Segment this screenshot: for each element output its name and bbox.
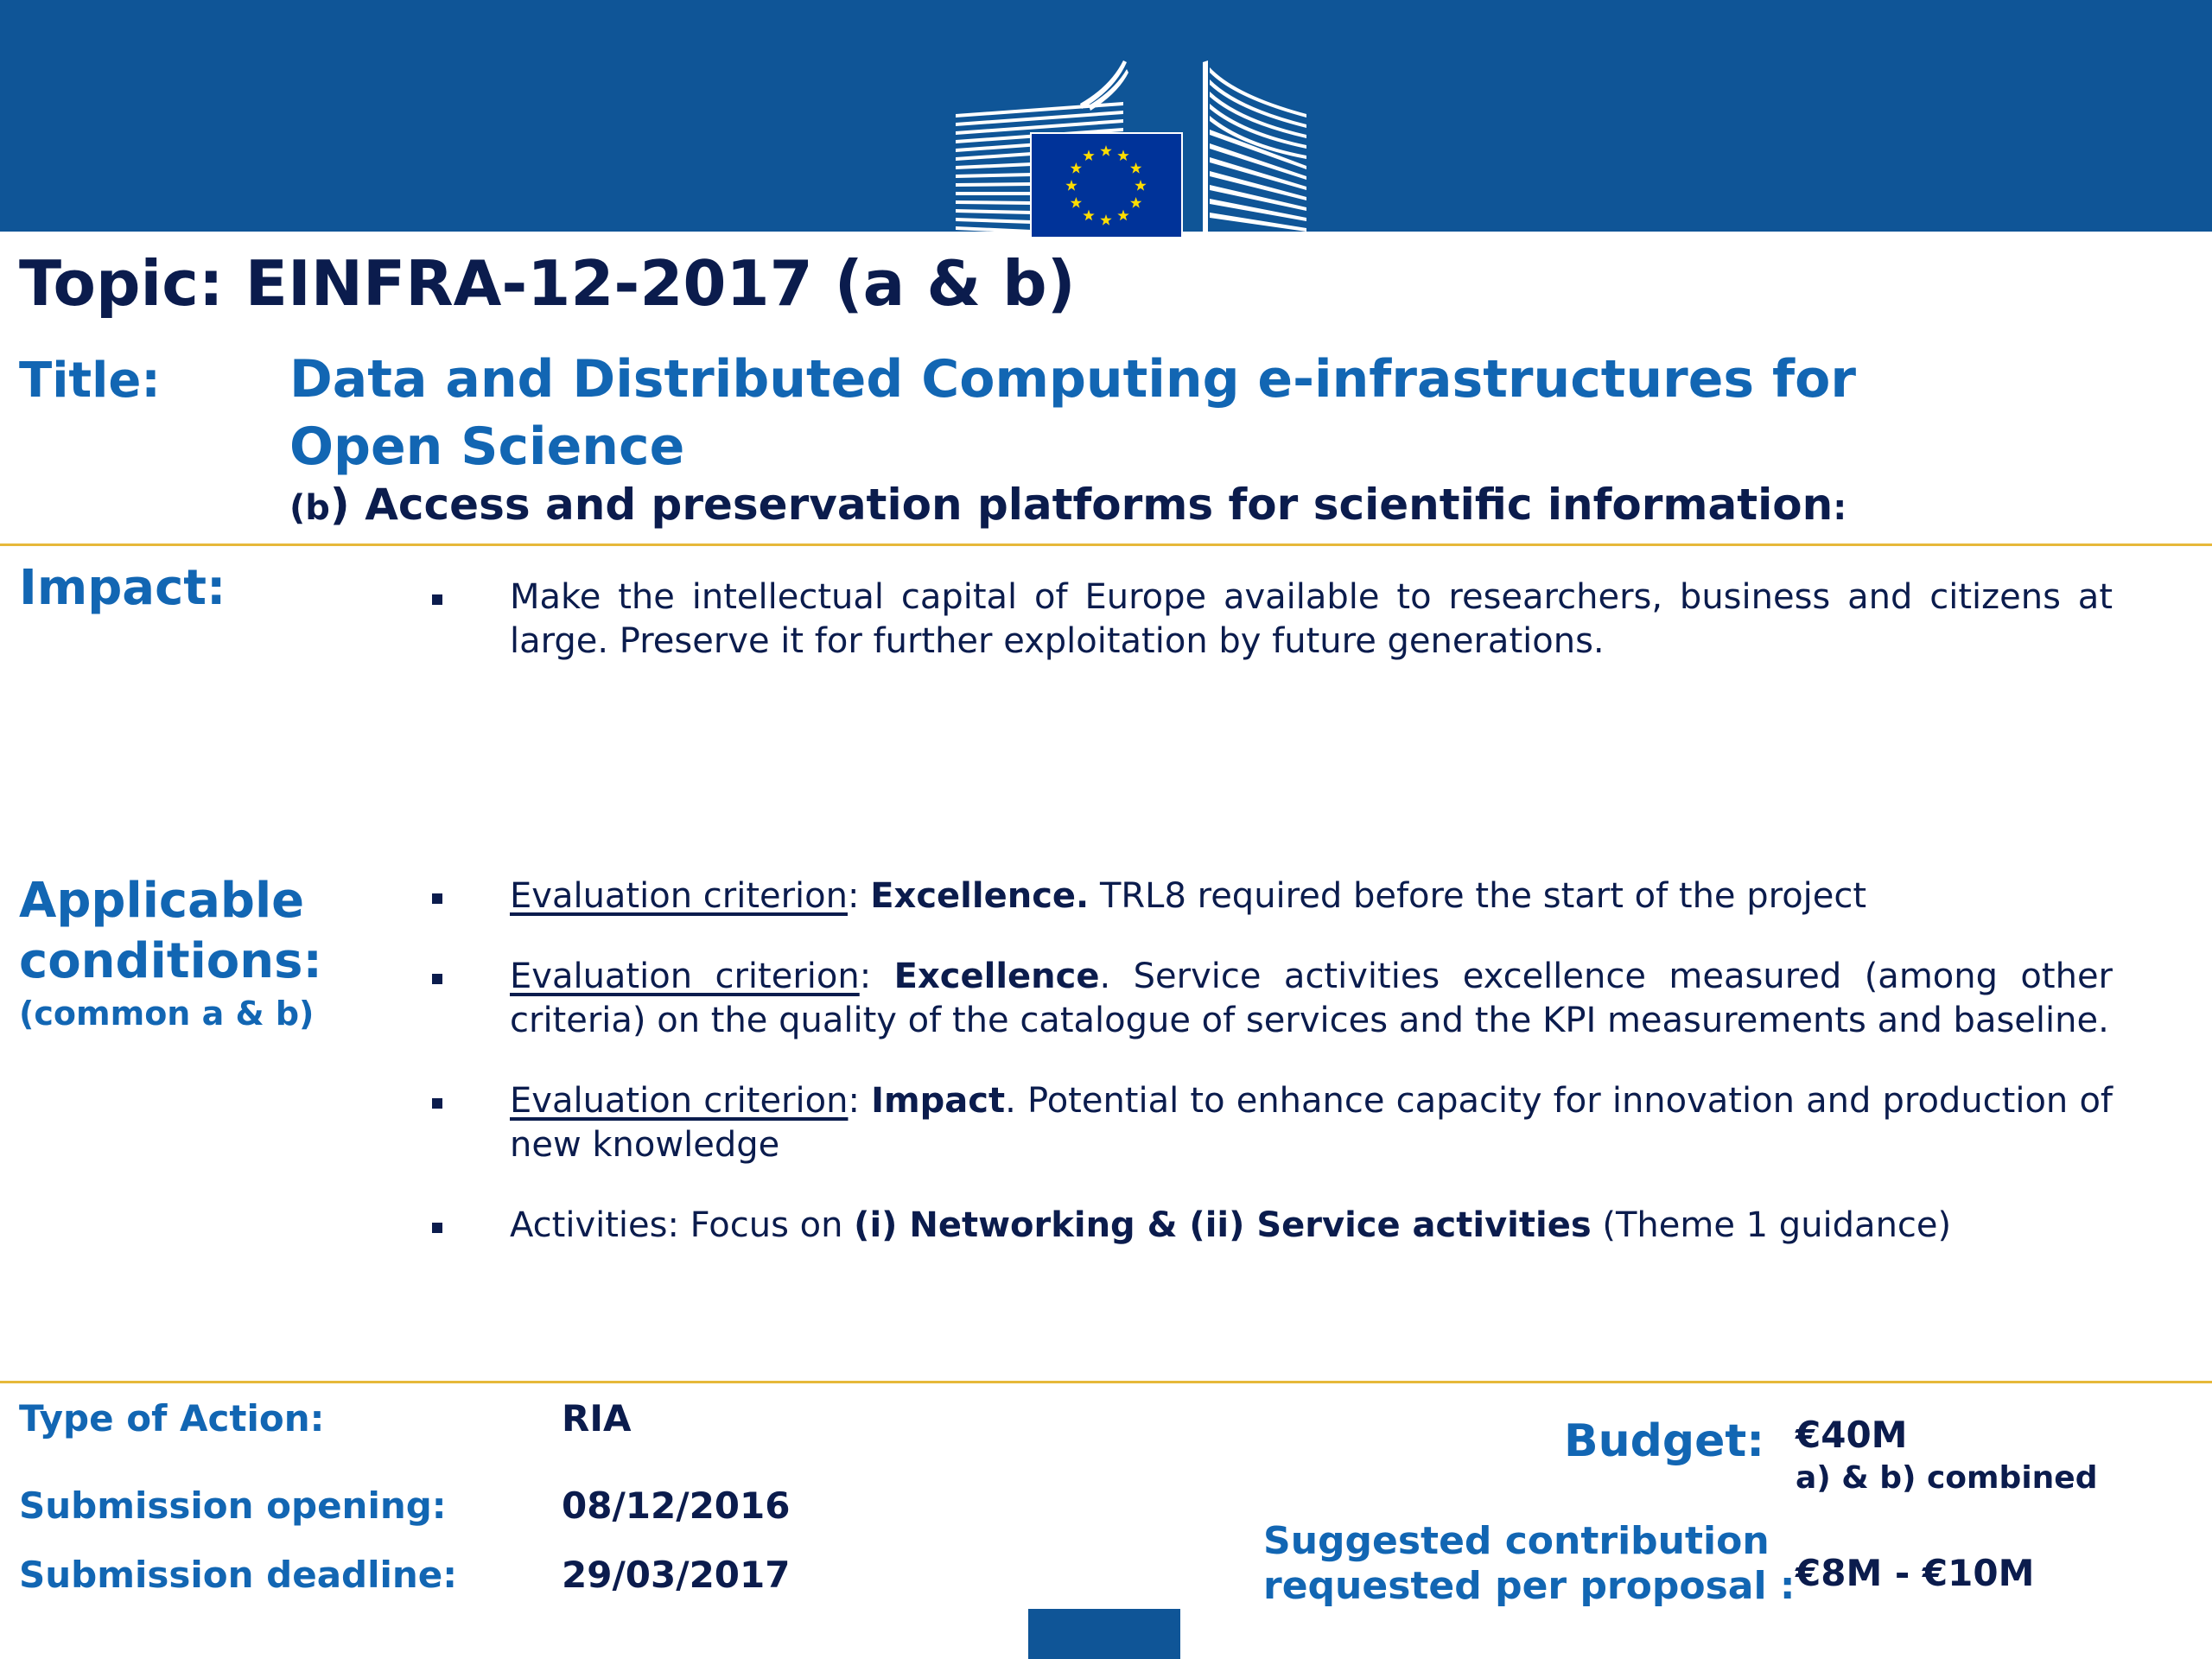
submission-deadline-value: 29/03/2017 [562, 1554, 791, 1596]
type-of-action-value: RIA [562, 1397, 632, 1440]
condition-bullet-activities [510, 1204, 2113, 1248]
criterion-text: . Potential to enhance capacity for innovation and production of new knowledge [510, 1081, 2113, 1165]
conditions-sublabel: (common a & b) [19, 995, 315, 1033]
activities-prefix: Activities: Focus on [510, 1205, 855, 1245]
title-text: Data and Distributed Computing e-infrastructures for Open Science [289, 349, 1856, 477]
subtitle-text: Access and preservation platforms for scientific information [349, 480, 1834, 530]
subtitle-colon: : [1833, 488, 1847, 528]
footer-tab [1028, 1609, 1180, 1659]
title-label: Title: [19, 353, 161, 409]
condition-bullet-impact [510, 1079, 2113, 1167]
condition-bullet-excellence-service [510, 955, 2113, 1043]
subtitle [289, 480, 1847, 530]
conditions-label-text: Applicable conditions: [19, 873, 322, 989]
impact-list [510, 575, 2113, 700]
conditions-label [19, 871, 382, 1035]
criterion-name: Excellence. [870, 876, 1090, 916]
activities-note: (Theme 1 guidance) [1591, 1205, 1952, 1245]
european-commission-logo [950, 60, 1313, 238]
suggested-label-line1: Suggested contribution [1263, 1519, 1770, 1563]
suggested-contribution-value: €8M - €10M [1796, 1552, 2035, 1594]
impact-bullet: Make the intellectual capital of Europe available to researchers, business and citizens at large. Preserve it for further exploitation by future generations. [510, 575, 2113, 664]
separator: : [859, 957, 894, 996]
divider-top [0, 543, 2212, 546]
criterion-name: Impact [871, 1081, 1006, 1121]
suggested-label-line2: requested per proposal : [1263, 1564, 1796, 1608]
separator: : [848, 1081, 872, 1121]
submission-opening-label: Submission opening: [19, 1484, 447, 1527]
criterion-label: Evaluation criterion [510, 876, 848, 916]
conditions-list [510, 874, 2113, 1284]
criterion-label: Evaluation criterion [510, 957, 860, 996]
budget-value: €40M [1796, 1414, 1908, 1456]
impact-label: Impact: [19, 560, 226, 616]
budget-label: Budget: [1564, 1415, 1765, 1467]
criterion-label: Evaluation criterion [510, 1081, 849, 1121]
separator: : [848, 876, 871, 916]
criterion-text: TRL8 required before the start of the project [1089, 876, 1867, 916]
activities-focus: (i) Networking & (ii) Service activities [854, 1205, 1592, 1245]
suggested-contribution-label [1263, 1519, 1795, 1609]
budget-note: a) & b) combined [1796, 1460, 2098, 1496]
subtitle-prefix: (b [289, 488, 330, 528]
criterion-name: Excellence [893, 957, 1100, 996]
subtitle-paren: ) [329, 480, 350, 530]
criterion-text: . Service activities excellence measured (among other criteria) on the quality of the catalogue of services and the KPI measurements and baseline. [510, 957, 2113, 1040]
divider-bottom [0, 1381, 2212, 1383]
submission-deadline-label: Submission deadline: [19, 1554, 458, 1596]
topic-heading: Topic: EINFRA-12-2017 (a & b) [19, 247, 1076, 320]
type-of-action-label: Type of Action: [19, 1397, 325, 1440]
condition-bullet-excellence-trl [510, 874, 2113, 918]
submission-opening-value: 08/12/2016 [562, 1484, 791, 1527]
